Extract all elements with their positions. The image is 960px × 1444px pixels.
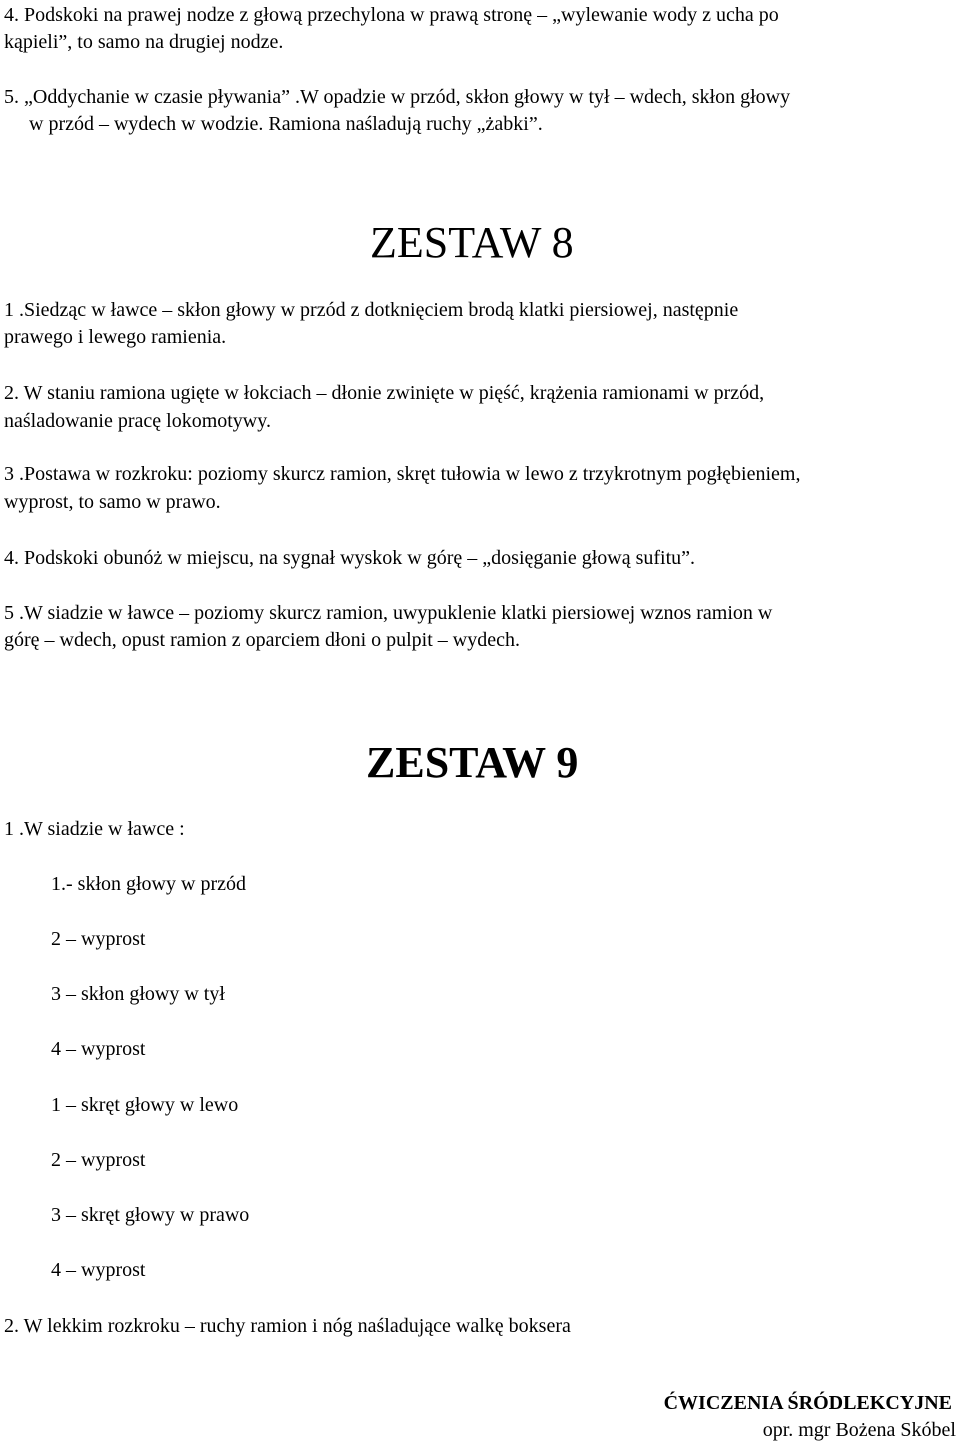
zestaw-8-item-2-line2: naśladowanie pracę lokomotywy. [4, 410, 271, 432]
zestaw-8-item-5-line1: 5 .W siadzie w ławce – poziomy skurcz ramion, uwypuklenie klatki piersiowej wznos ramion w [4, 602, 773, 624]
zestaw-9-step: 4 – wyprost [51, 1038, 146, 1060]
zestaw-8-heading: ZESTAW 8 [370, 218, 574, 267]
zestaw-9-step: 1.- skłon głowy w przód [51, 873, 246, 895]
zestaw-8-item-3-line2: wyprost, to samo w prawo. [4, 491, 221, 513]
zestaw-8-item-4-line1: 4. Podskoki obunóż w miejscu, na sygnał wyskok w górę – „dosięganie głową sufitu”. [4, 547, 696, 569]
zestaw-8-item-1-line2: prawego i lewego ramienia. [4, 326, 227, 348]
intro-item-4-line1: 4. Podskoki na prawej nodze z głową przechylona w prawą stronę – „wylewanie wody z ucha po [4, 4, 779, 26]
zestaw-8-item-2-line1: 2. W staniu ramiona ugięte w łokciach – dłonie zwinięte w pięść, krążenia ramionami w przód, [4, 382, 765, 404]
zestaw-9-step: 4 – wyprost [51, 1259, 146, 1281]
intro-item-4-line2: kąpieli”, to samo na drugiej nodze. [4, 31, 284, 53]
zestaw-9-step: 3 – skręt głowy w prawo [51, 1204, 250, 1226]
zestaw-8-item-3-line1: 3 .Postawa w rozkroku: poziomy skurcz ramion, skręt tułowia w lewo z trzykrotnym pogłębieniem, [4, 463, 801, 485]
zestaw-8-item-5-line2: górę – wdech, opust ramion z oparciem dłoni o pulpit – wydech. [4, 629, 520, 651]
footer-title: ĆWICZENIA ŚRÓDLEKCYJNE [663, 1392, 952, 1414]
zestaw-9-item-1-title: 1 .W siadzie w ławce : [4, 818, 185, 840]
intro-item-5-line1: 5. „Oddychanie w czasie pływania” .W opadzie w przód, skłon głowy w tył – wdech, skłon głowy [4, 86, 791, 108]
zestaw-9-step: 2 – wyprost [51, 1149, 146, 1171]
footer-author: opr. mgr Bożena Skóbel [762, 1419, 956, 1441]
zestaw-8-item-1-line1: 1 .Siedząc w ławce – skłon głowy w przód z dotknięciem brodą klatki piersiowej, następnie [4, 299, 739, 321]
zestaw-9-step: 1 – skręt głowy w lewo [51, 1094, 239, 1116]
zestaw-9-item-2: 2. W lekkim rozkroku – ruchy ramion i nóg naśladujące walkę boksera [4, 1315, 571, 1337]
zestaw-9-step: 2 – wyprost [51, 928, 146, 950]
zestaw-9-heading: ZESTAW 9 [366, 738, 579, 787]
intro-item-5-line2: w przód – wydech w wodzie. Ramiona naśladują ruchy „żabki”. [29, 113, 543, 135]
zestaw-9-step: 3 – skłon głowy w tył [51, 983, 225, 1005]
